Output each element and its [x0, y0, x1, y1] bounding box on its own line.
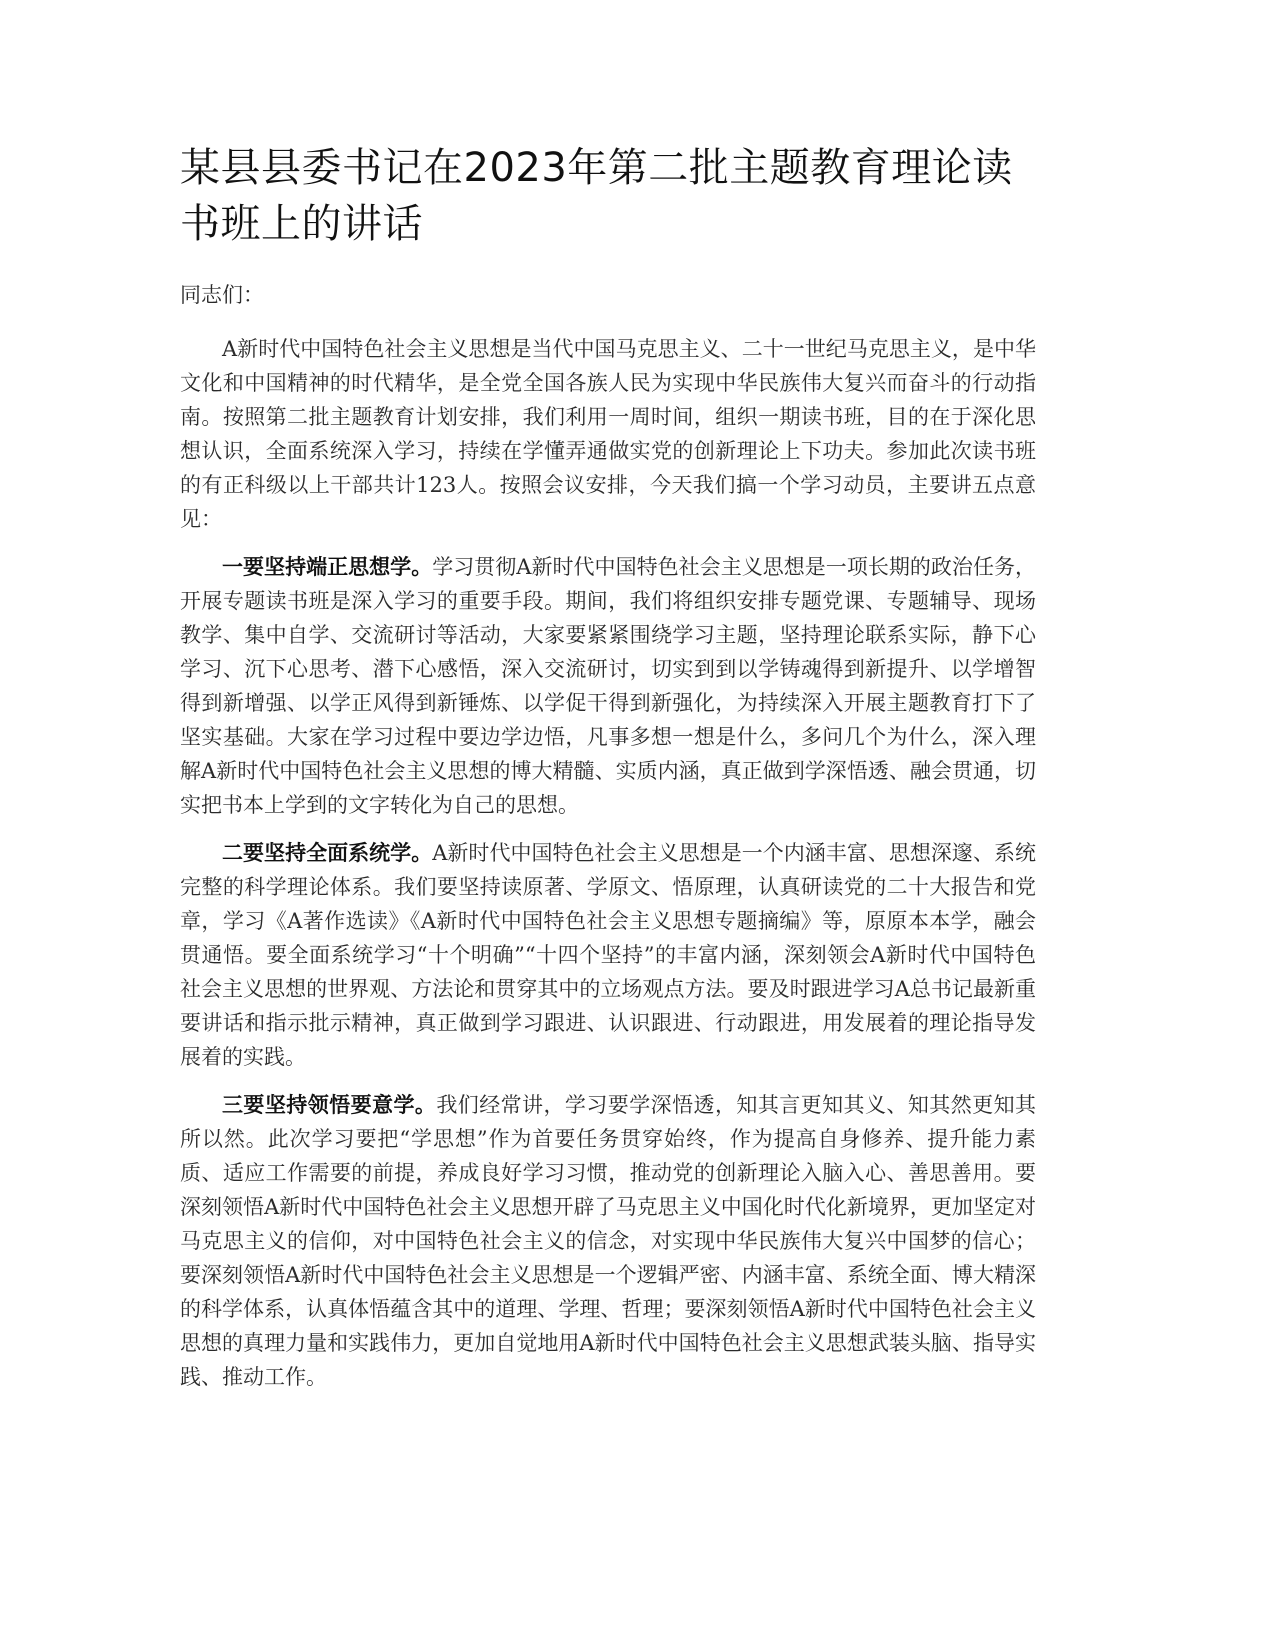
- page-title: 某县县委书记在2023年第二批主题教育理论读书班上的讲话: [180, 145, 1013, 247]
- section-body-2: A新时代中国特色社会主义思想是一个内涵丰富、思想深邃、系统完整的科学理论体系。我们要坚持读原著、学原文、悟原理，认真研读党的二十大报告和党章，学习《A著作选读》《A新时代中国特色社会主义思想专题摘编》等，原原本本学，融会贯通悟。要全面系统学习“十个明确”“十四个坚持”的丰富内涵，深刻领会A新时代中国特色社会主义思想的世界观、方法论和贯穿其中的立场观点方法。要及时跟进学习A总书记最新重要讲话和指示批示精神，真正做到学习跟进、认识跟进、行动跟进，用发展着的理论指导发展着的实践。: [180, 841, 1036, 1069]
- section-paragraph-1: [180, 550, 1036, 822]
- section-heading-2: 二要坚持全面系统学。: [222, 841, 433, 865]
- section-body-1: 学习贯彻A新时代中国特色社会主义思想是一项长期的政治任务，开展专题读书班是深入学习的重要手段。期间，我们将组织安排专题党课、专题辅导、现场教学、集中自学、交流研讨等活动，大家要紧紧围绕学习主题，坚持理论联系实际，静下心学习、沉下心思考、潜下心感悟，深入交流研讨，切实到到以学铸魂得到新提升、以学增智得到新增强、以学正风得到新锤炼、以学促干得到新强化，为持续深入开展主题教育打下了坚实基础。大家在学习过程中要边学边悟，凡事多想一想是什么，多问几个为什么，深入理解A新时代中国特色社会主义思想的博大精髓、实质内涵，真正做到学深悟透、融会贯通，切实把书本上学到的文字转化为自己的思想。: [180, 555, 1036, 817]
- section-heading-3: 三要坚持领悟要意学。: [222, 1093, 437, 1117]
- salutation: 同志们：: [180, 283, 264, 307]
- section-paragraph-2: [180, 836, 1036, 1074]
- intro-paragraph: A新时代中国特色社会主义思想是当代中国马克思主义、二十一世纪马克思主义，是中华文化和中国精神的时代精华，是全党全国各族人民为实现中华民族伟大复兴而奋斗的行动指南。按照第二批主题教育计划安排，我们利用一周时间，组织一期读书班，目的在于深化思想认识，全面系统深入学习，持续在学懂弄通做实党的创新理论上下功夫。参加此次读书班的有正科级以上干部共计123人。按照会议安排，今天我们搞一个学习动员，主要讲五点意见：: [180, 337, 1036, 531]
- section-heading-1: 一要坚持端正思想学。: [222, 555, 433, 579]
- section-body-3: 我们经常讲，学习要学深悟透，知其言更知其义、知其然更知其所以然。此次学习要把“学思想”作为首要任务贯穿始终，作为提高自身修养、提升能力素质、适应工作需要的前提，养成良好学习习惯，推动党的创新理论入脑入心、善思善用。要深刻领悟A新时代中国特色社会主义思想开辟了马克思主义中国化时代化新境界，更加坚定对马克思主义的信仰，对中国特色社会主义的信念，对实现中华民族伟大复兴中国梦的信心；要深刻领悟A新时代中国特色社会主义思想是一个逻辑严密、内涵丰富、系统全面、博大精深的科学体系，认真体悟蕴含其中的道理、学理、哲理；要深刻领悟A新时代中国特色社会主义思想的真理力量和实践伟力，更加自觉地用A新时代中国特色社会主义思想武装头脑、指导实践、推动工作。: [180, 1093, 1037, 1389]
- document-body: [180, 140, 1036, 1408]
- section-paragraph-3: [180, 1088, 1036, 1394]
